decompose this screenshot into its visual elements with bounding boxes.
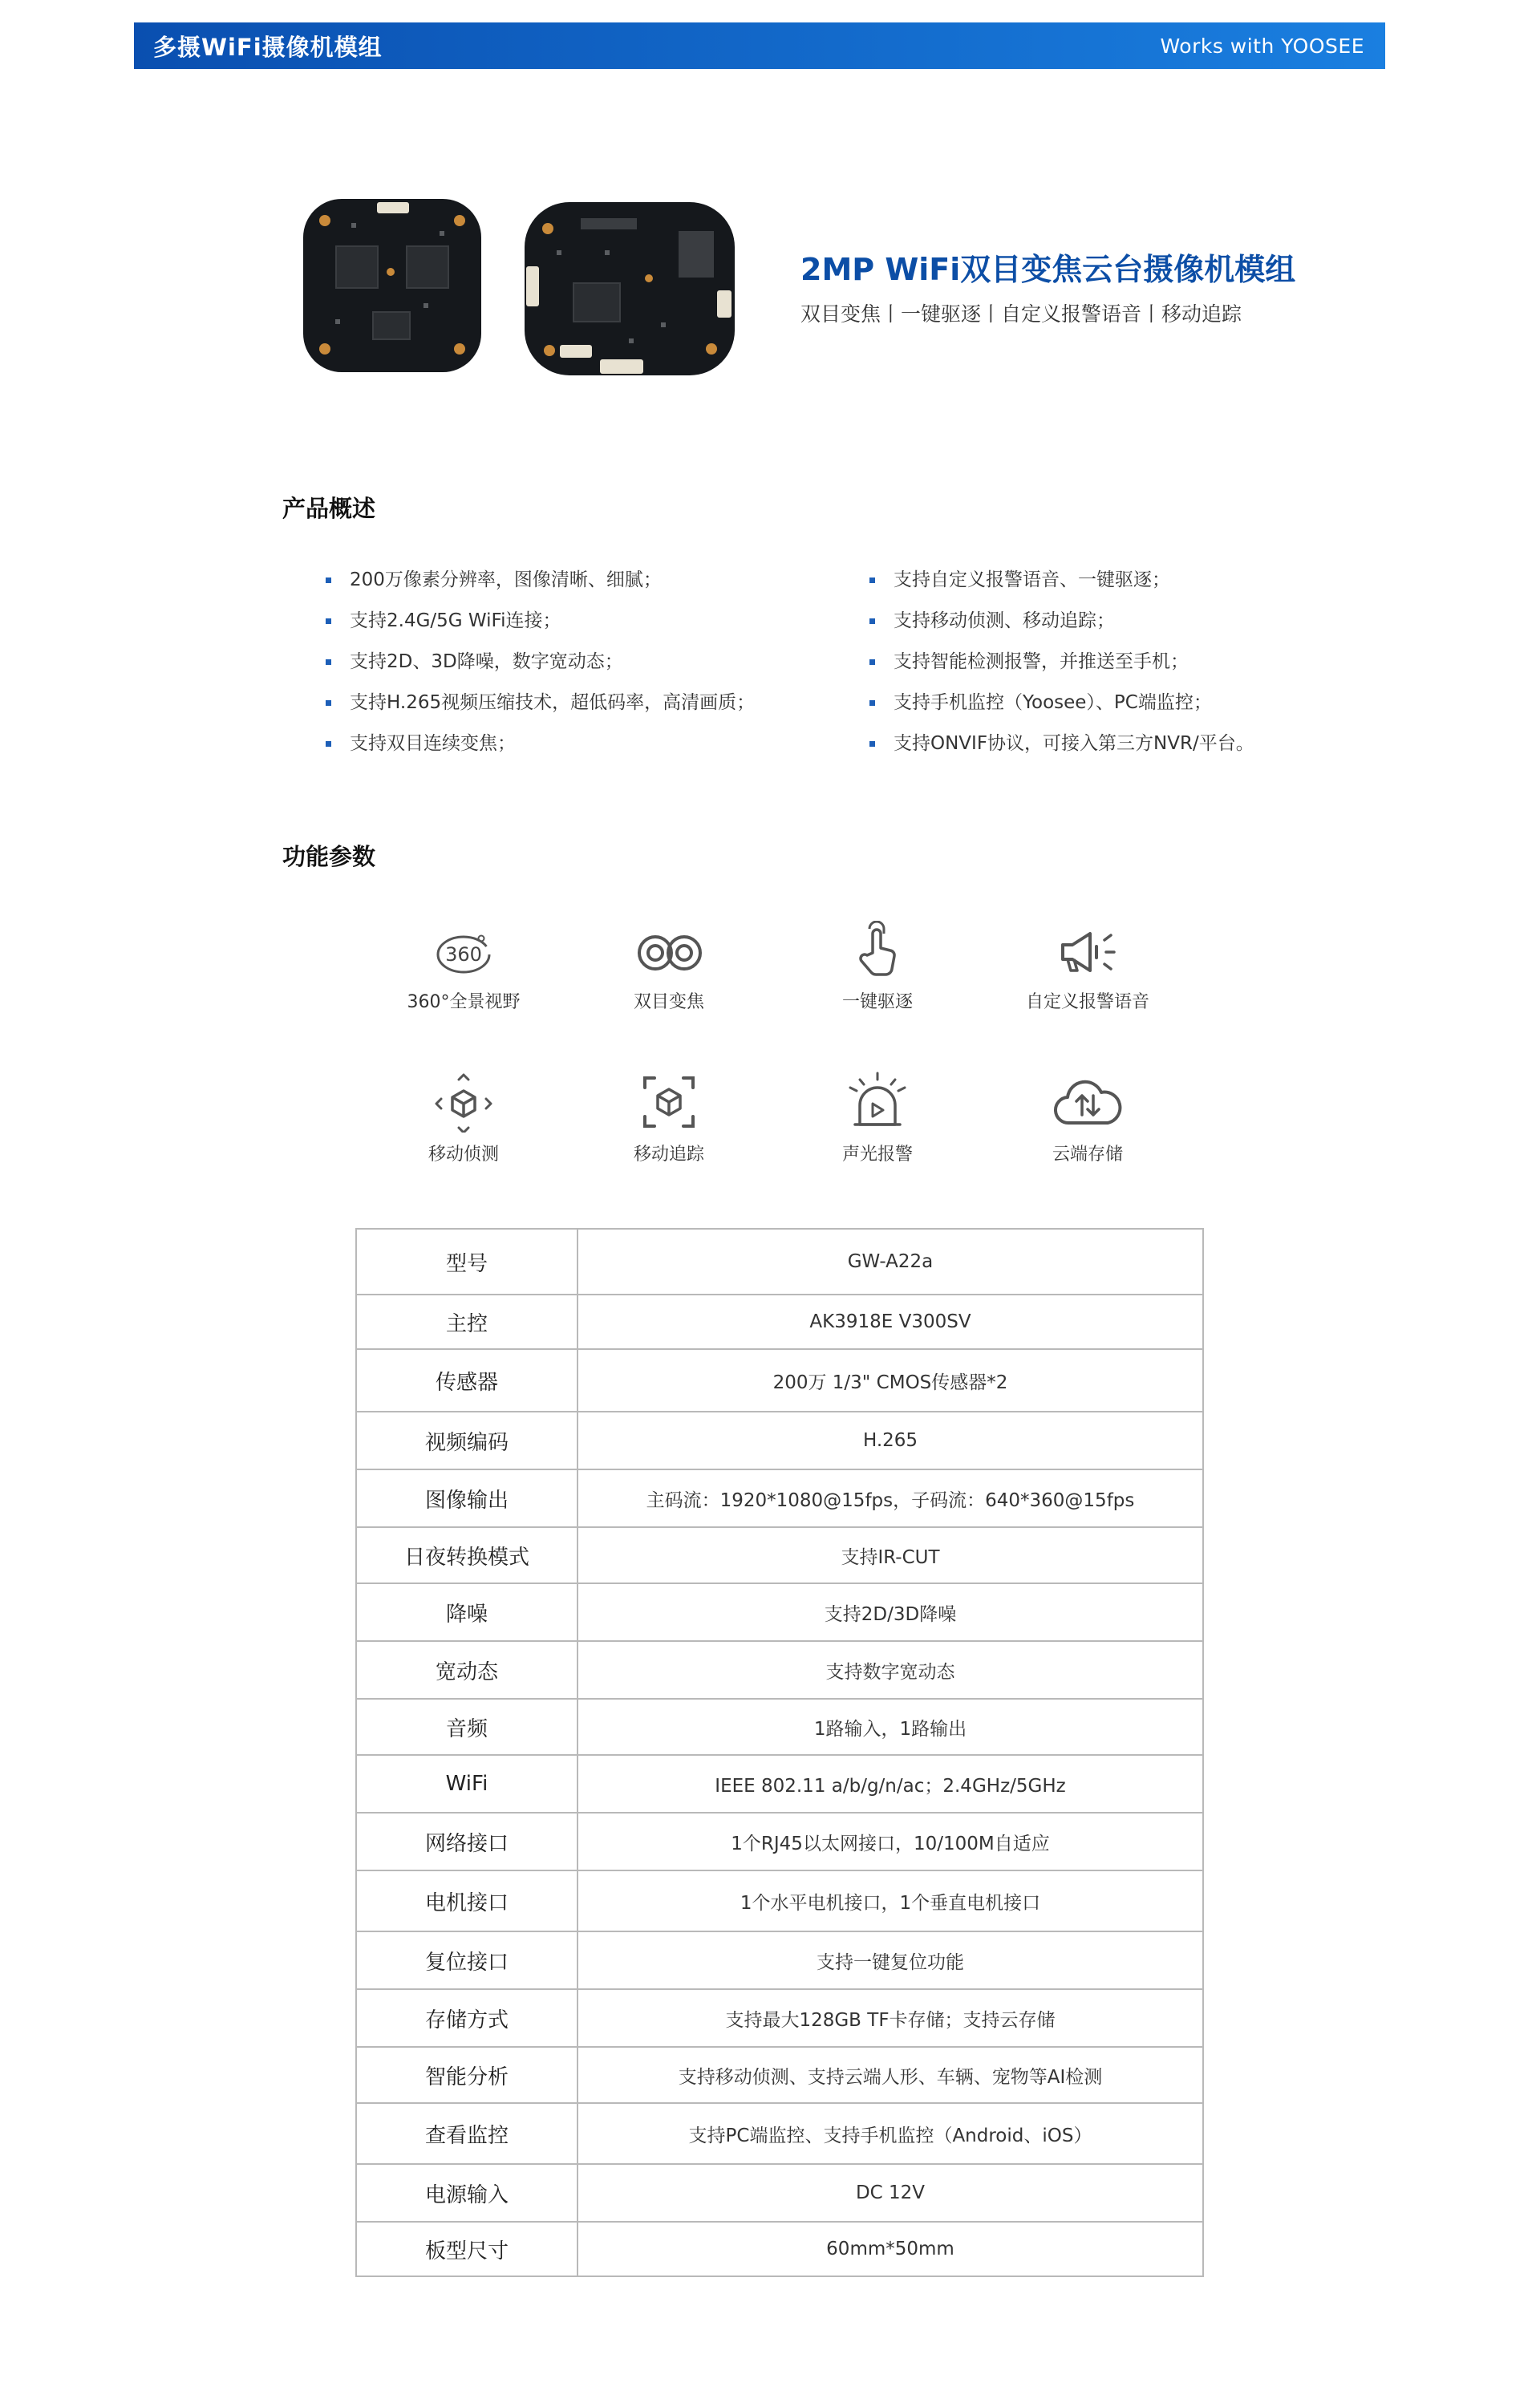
- list-item: 支持智能检测报警，并推送至手机；: [868, 646, 1365, 687]
- functions-title: 功能参数: [282, 843, 376, 870]
- list-item: 支持ONVIF协议，可接入第三方NVR/平台。: [868, 728, 1365, 769]
- spec-key: 传感器: [356, 1349, 578, 1412]
- header-tag: Works with YOOSEE: [1160, 34, 1364, 58]
- spec-value: 1路输入，1路输出: [578, 1699, 1203, 1755]
- product-title: 2MP WiFi双目变焦云台摄像机模组: [800, 252, 1296, 287]
- table-row: [356, 2047, 1203, 2103]
- spec-key: 电机接口: [356, 1870, 578, 1931]
- product-subtitle: 双目变焦丨一键驱逐丨自定义报警语音丨移动追踪: [800, 302, 1242, 326]
- overview-list-left: [324, 565, 821, 769]
- table-row: [356, 1870, 1203, 1931]
- tracking-frame-icon: [637, 1072, 701, 1133]
- spec-key: 视频编码: [356, 1412, 578, 1469]
- spec-value: IEEE 802.11 a/b/g/n/ac；2.4GHz/5GHz: [578, 1755, 1203, 1813]
- function-label: 双目变焦: [633, 992, 704, 1012]
- spec-value: 支持最大128GB TF卡存储；支持云存储: [578, 1989, 1203, 2047]
- spec-value: 1个RJ45以太网接口，10/100M自适应: [578, 1813, 1203, 1870]
- spec-value: 支持一键复位功能: [578, 1931, 1203, 1989]
- function-item-cloud-storage: [991, 1072, 1184, 1165]
- table-row: [356, 1755, 1203, 1813]
- function-label: 云端存储: [1052, 1145, 1123, 1165]
- function-item-motion-detect: [367, 1072, 560, 1165]
- table-row: [356, 1813, 1203, 1870]
- function-label: 360°全景视野: [407, 992, 521, 1012]
- dual-lens-icon: [633, 924, 705, 980]
- function-item-360: [367, 924, 560, 1013]
- pcb-front-image: [303, 199, 481, 372]
- spec-value: GW-A22a: [578, 1229, 1203, 1295]
- table-row: [356, 2164, 1203, 2222]
- list-item: 支持手机监控（Yoosee）、PC端监控；: [868, 687, 1365, 728]
- table-row: [356, 1641, 1203, 1699]
- spec-value: 支持PC端监控、支持手机监控（Android、iOS）: [578, 2103, 1203, 2164]
- list-item: 支持2.4G/5G WiFi连接；: [324, 606, 821, 646]
- spec-value: H.265: [578, 1412, 1203, 1469]
- spec-key: 宽动态: [356, 1641, 578, 1699]
- function-item-sound-light-alarm: [781, 1068, 974, 1165]
- function-label: 自定义报警语音: [1025, 992, 1149, 1012]
- list-item: 支持H.265视频压缩技术，超低码率，高清画质；: [324, 687, 821, 728]
- spec-key: 型号: [356, 1229, 578, 1295]
- spec-key: 主控: [356, 1295, 578, 1349]
- header-bar: [134, 22, 1385, 69]
- spec-key: WiFi: [356, 1755, 578, 1813]
- header-title: 多摄WiFi摄像机模组: [153, 33, 383, 61]
- table-row: [356, 1412, 1203, 1469]
- svg-text:360: 360: [445, 943, 482, 966]
- spec-value: 支持IR-CUT: [578, 1527, 1203, 1583]
- spec-value: 支持数字宽动态: [578, 1641, 1203, 1699]
- list-item: 支持移动侦测、移动追踪；: [868, 606, 1365, 646]
- list-item: 200万像素分辨率，图像清晰、细腻；: [324, 565, 821, 606]
- table-row: [356, 1469, 1203, 1527]
- cloud-storage-icon: [1052, 1072, 1124, 1133]
- table-row: [356, 1583, 1203, 1641]
- motion-cube-icon: [432, 1072, 496, 1133]
- spec-value: 主码流：1920*1080@15fps，子码流：640*360@15fps: [578, 1469, 1203, 1527]
- spec-value: DC 12V: [578, 2164, 1203, 2222]
- spec-value: 支持移动侦测、支持云端人形、车辆、宠物等AI检测: [578, 2047, 1203, 2103]
- spec-value: 200万 1/3" CMOS传感器*2: [578, 1349, 1203, 1412]
- spec-key: 音频: [356, 1699, 578, 1755]
- alarm-light-icon: [845, 1068, 910, 1133]
- spec-table: [355, 1228, 1204, 2277]
- megaphone-icon: [1052, 924, 1124, 980]
- spec-key: 降噪: [356, 1583, 578, 1641]
- spec-value: 1个水平电机接口，1个垂直电机接口: [578, 1870, 1203, 1931]
- spec-key: 板型尺寸: [356, 2222, 578, 2276]
- function-label: 声光报警: [841, 1145, 913, 1165]
- table-row: [356, 1349, 1203, 1412]
- spec-key: 网络接口: [356, 1813, 578, 1870]
- spec-key: 查看监控: [356, 2103, 578, 2164]
- table-row: [356, 1229, 1203, 1295]
- spec-key: 日夜转换模式: [356, 1527, 578, 1583]
- table-row: [356, 2103, 1203, 2164]
- spec-key: 智能分析: [356, 2047, 578, 2103]
- table-row: [356, 1699, 1203, 1755]
- table-row: [356, 1527, 1203, 1583]
- spec-value: AK3918E V300SV: [578, 1295, 1203, 1349]
- function-label: 移动侦测: [428, 1145, 499, 1165]
- spec-key: 存储方式: [356, 1989, 578, 2047]
- list-item: 支持双目连续变焦；: [324, 728, 821, 769]
- overview-list-right: [868, 565, 1365, 769]
- table-row: [356, 1931, 1203, 1989]
- list-item: 支持2D、3D降噪，数字宽动态；: [324, 646, 821, 687]
- function-label: 移动追踪: [633, 1145, 704, 1165]
- function-item-motion-tracking: [573, 1072, 765, 1165]
- spec-value: 60mm*50mm: [578, 2222, 1203, 2276]
- function-item-one-key-expel: [781, 921, 974, 1013]
- function-label: 一键驱逐: [841, 992, 913, 1012]
- spec-key: 复位接口: [356, 1931, 578, 1989]
- table-row: [356, 1295, 1203, 1349]
- list-item: 支持自定义报警语音、一键驱逐；: [868, 565, 1365, 606]
- table-row: [356, 1989, 1203, 2047]
- spec-key: 图像输出: [356, 1469, 578, 1527]
- tap-hand-icon: [845, 921, 910, 980]
- 360-icon: [432, 924, 496, 980]
- overview-title: 产品概述: [282, 495, 376, 522]
- function-item-custom-alarm: [991, 924, 1184, 1013]
- table-row: [356, 2222, 1203, 2276]
- function-item-dual-zoom: [573, 924, 765, 1013]
- spec-value: 支持2D/3D降噪: [578, 1583, 1203, 1641]
- pcb-back-image: [525, 202, 735, 375]
- spec-key: 电源输入: [356, 2164, 578, 2222]
